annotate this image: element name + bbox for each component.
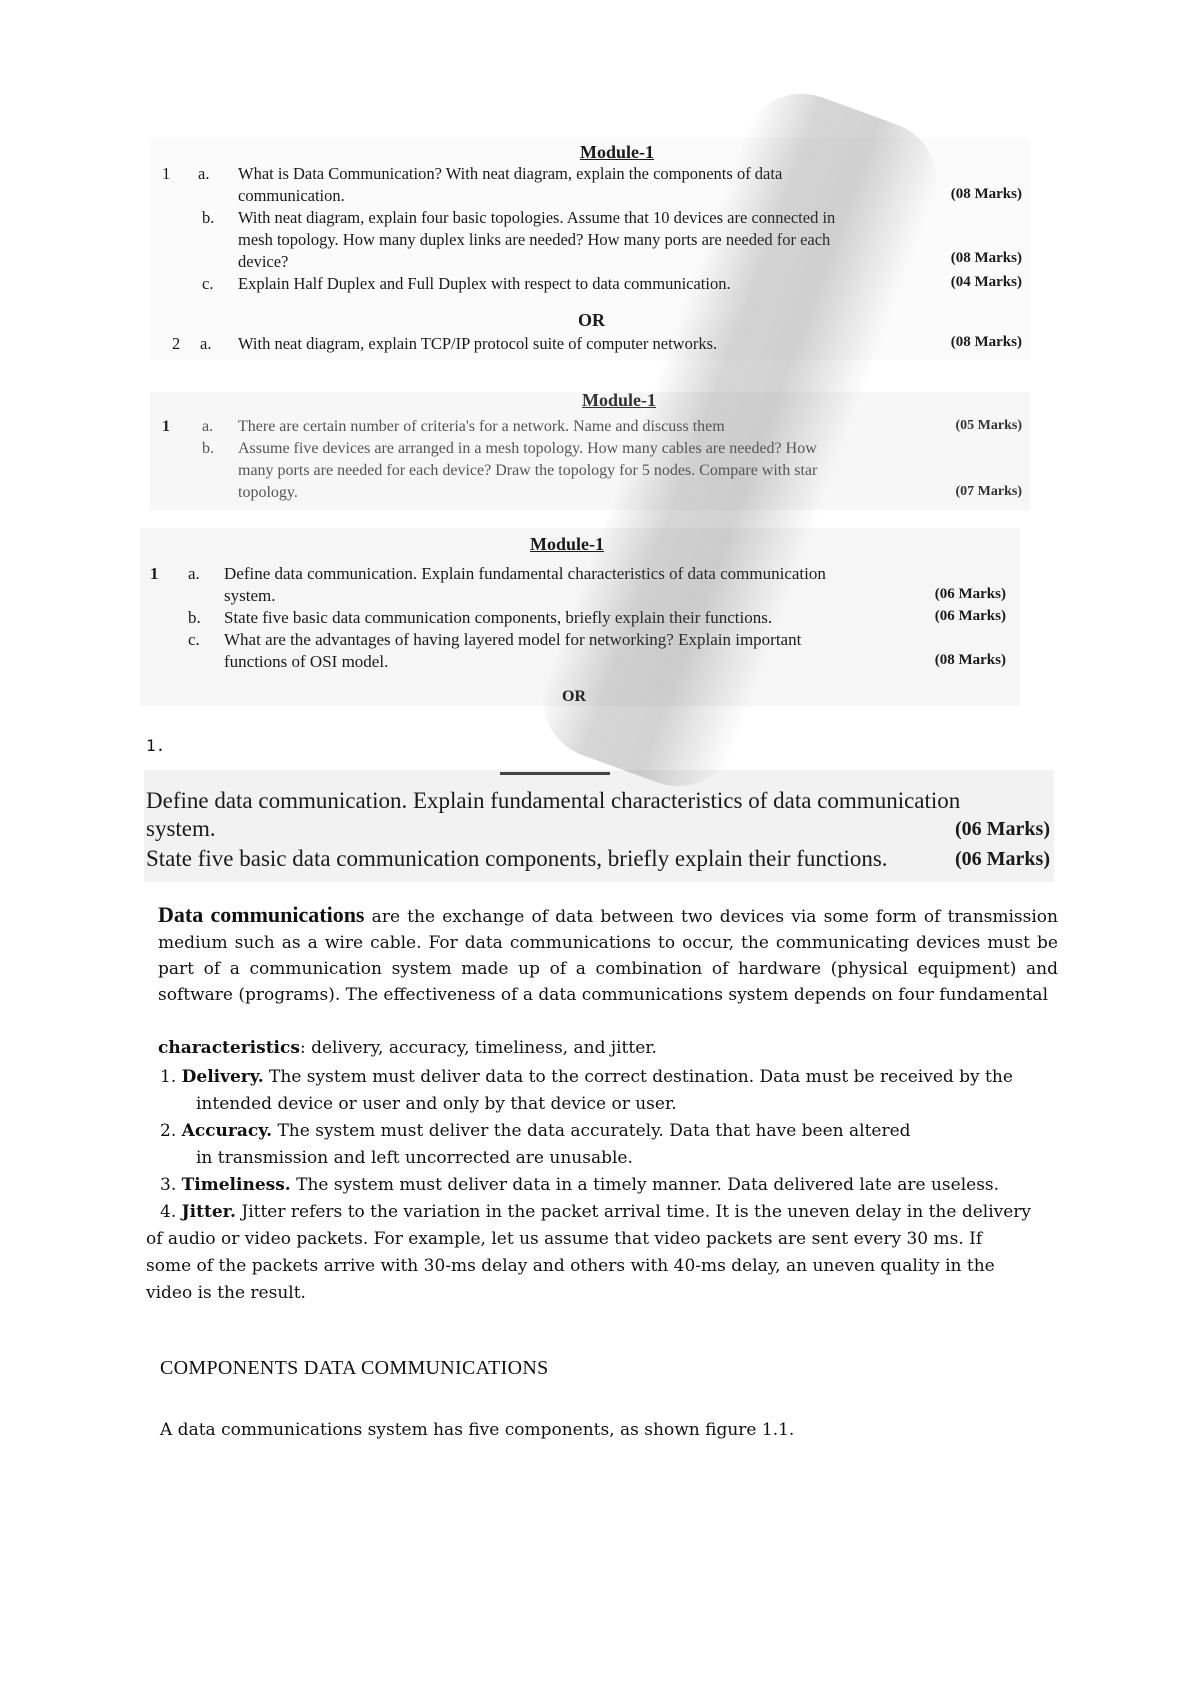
question-text: system. [224, 586, 276, 605]
list-number: 2. [160, 1121, 177, 1141]
term-data-communications: Data communications [158, 902, 365, 927]
subquestion-label: b. [202, 208, 215, 227]
list-text: The system must deliver the data accurately. Data that have been altered [272, 1121, 911, 1141]
marks: (08 Marks) [934, 652, 1006, 668]
question-text: What is Data Communication? With neat diagram, explain the components of data [238, 164, 783, 183]
list-term: Jitter. [181, 1202, 236, 1222]
marks: (04 Marks) [950, 274, 1022, 290]
scan-rule [500, 772, 610, 775]
question-text: Explain Half Duplex and Full Duplex with respect to data communication. [238, 274, 731, 293]
list-term: Delivery. [181, 1067, 264, 1087]
marks: (08 Marks) [950, 334, 1022, 350]
question-text: There are certain number of criteria's for a network. Name and discuss them [238, 418, 725, 435]
list-number: 1. [160, 1067, 177, 1087]
marks: (07 Marks) [955, 484, 1022, 499]
list-item-continuation: some of the packets arrive with 30-ms delay and others with 40-ms delay, an uneven quality in the [146, 1256, 995, 1276]
or-divider: OR [578, 310, 605, 330]
section-heading: COMPONENTS DATA COMMUNICATIONS [160, 1357, 549, 1379]
subquestion-label: b. [202, 440, 214, 457]
question-number: 1 [162, 164, 171, 183]
subquestion-label: b. [188, 608, 201, 627]
characteristics-list [146, 1064, 1066, 1307]
subquestion-label: a. [188, 564, 200, 583]
question-text: Define data communication. Explain fundamental characteristics of data communication [146, 788, 961, 813]
marks: (06 Marks) [955, 818, 1050, 840]
list-number: 3. [160, 1175, 177, 1195]
module-title: Module-1 [582, 390, 656, 410]
marks: (06 Marks) [934, 608, 1006, 624]
or-divider: OR [562, 688, 586, 705]
list-item [146, 1064, 1066, 1091]
question-text: system. [146, 816, 216, 841]
list-item [146, 1118, 1066, 1145]
closing-sentence: A data communications system has five components, as shown figure 1.1. [160, 1420, 795, 1440]
question-text: functions of OSI model. [224, 652, 389, 671]
question-number: 2 [172, 334, 181, 353]
question-number: 1 [150, 564, 159, 583]
list-item [146, 1199, 1066, 1226]
question-text: communication. [238, 186, 345, 205]
exam-scan-4 [144, 770, 1054, 882]
list-item-continuation: intended device or user and only by that device or user. [196, 1094, 677, 1114]
question-text: Define data communication. Explain fundamental characteristics of data communication [224, 564, 826, 583]
question-text: With neat diagram, explain four basic topologies. Assume that 10 devices are connected in [238, 208, 836, 227]
exam-scan-2 [150, 392, 1030, 510]
question-number: 1 [162, 418, 170, 435]
characteristics-line [158, 1035, 1058, 1061]
subquestion-label: a. [198, 164, 210, 183]
list-item-continuation: in transmission and left uncorrected are unusable. [196, 1148, 633, 1168]
item-number: 1. [146, 736, 166, 755]
term-characteristics: characteristics [158, 1038, 300, 1058]
question-text: With neat diagram, explain TCP/IP protocol suite of computer networks. [238, 334, 718, 353]
question-text: topology. [238, 484, 298, 501]
list-term: Timeliness. [181, 1175, 291, 1195]
question-text: State five basic data communication components, briefly explain their functions. [224, 608, 773, 627]
subquestion-label: a. [200, 334, 212, 353]
module-title: Module-1 [580, 142, 654, 162]
list-text: The system must deliver data in a timely manner. Data delivered late are useless. [290, 1175, 1000, 1195]
subquestion-label: c. [202, 274, 214, 293]
list-term: Accuracy. [181, 1121, 273, 1141]
marks: (08 Marks) [950, 186, 1022, 202]
exam-scan-1 [150, 138, 1030, 360]
list-item [146, 1172, 1066, 1199]
question-text: mesh topology. How many duplex links are needed? How many ports are needed for each [238, 230, 831, 249]
question-text: device? [238, 252, 289, 271]
question-text: many ports are needed for each device? Draw the topology for 5 nodes. Compare with star [238, 462, 818, 479]
question-text: State five basic data communication components, briefly explain their functions. [146, 846, 888, 871]
marks: (08 Marks) [950, 250, 1022, 266]
subquestion-label: a. [202, 418, 214, 435]
list-text: The system must deliver data to the correct destination. Data must be received by the [263, 1067, 1013, 1087]
question-text: Assume five devices are arranged in a mesh topology. How many cables are needed? How [238, 440, 817, 457]
characteristics-text: : delivery, accuracy, timeliness, and jitter. [299, 1038, 657, 1058]
marks: (05 Marks) [955, 418, 1022, 433]
intro-paragraph [158, 902, 1058, 1008]
subquestion-label: c. [188, 630, 200, 649]
list-number: 4. [160, 1202, 177, 1222]
list-text: Jitter refers to the variation in the packet arrival time. It is the uneven delay in the delivery [235, 1202, 1032, 1222]
marks: (06 Marks) [955, 848, 1050, 870]
marks: (06 Marks) [934, 586, 1006, 602]
exam-scan-3 [140, 528, 1020, 706]
question-text: What are the advantages of having layered model for networking? Explain important [224, 630, 802, 649]
list-item-continuation: video is the result. [146, 1283, 306, 1303]
paragraph-text: are the exchange of data between two devices via some form of transmission medium such as a wire cable. For data communications to occur, the communicating devices must be part of a communication system made up of a combination of hardware (physical equipment) and software (programs). The effectiveness of a data communications system depends on four fundamental [158, 907, 1058, 1005]
list-item-continuation: of audio or video packets. For example, let us assume that video packets are sent every 30 ms. If [146, 1229, 983, 1249]
module-title: Module-1 [530, 534, 604, 554]
